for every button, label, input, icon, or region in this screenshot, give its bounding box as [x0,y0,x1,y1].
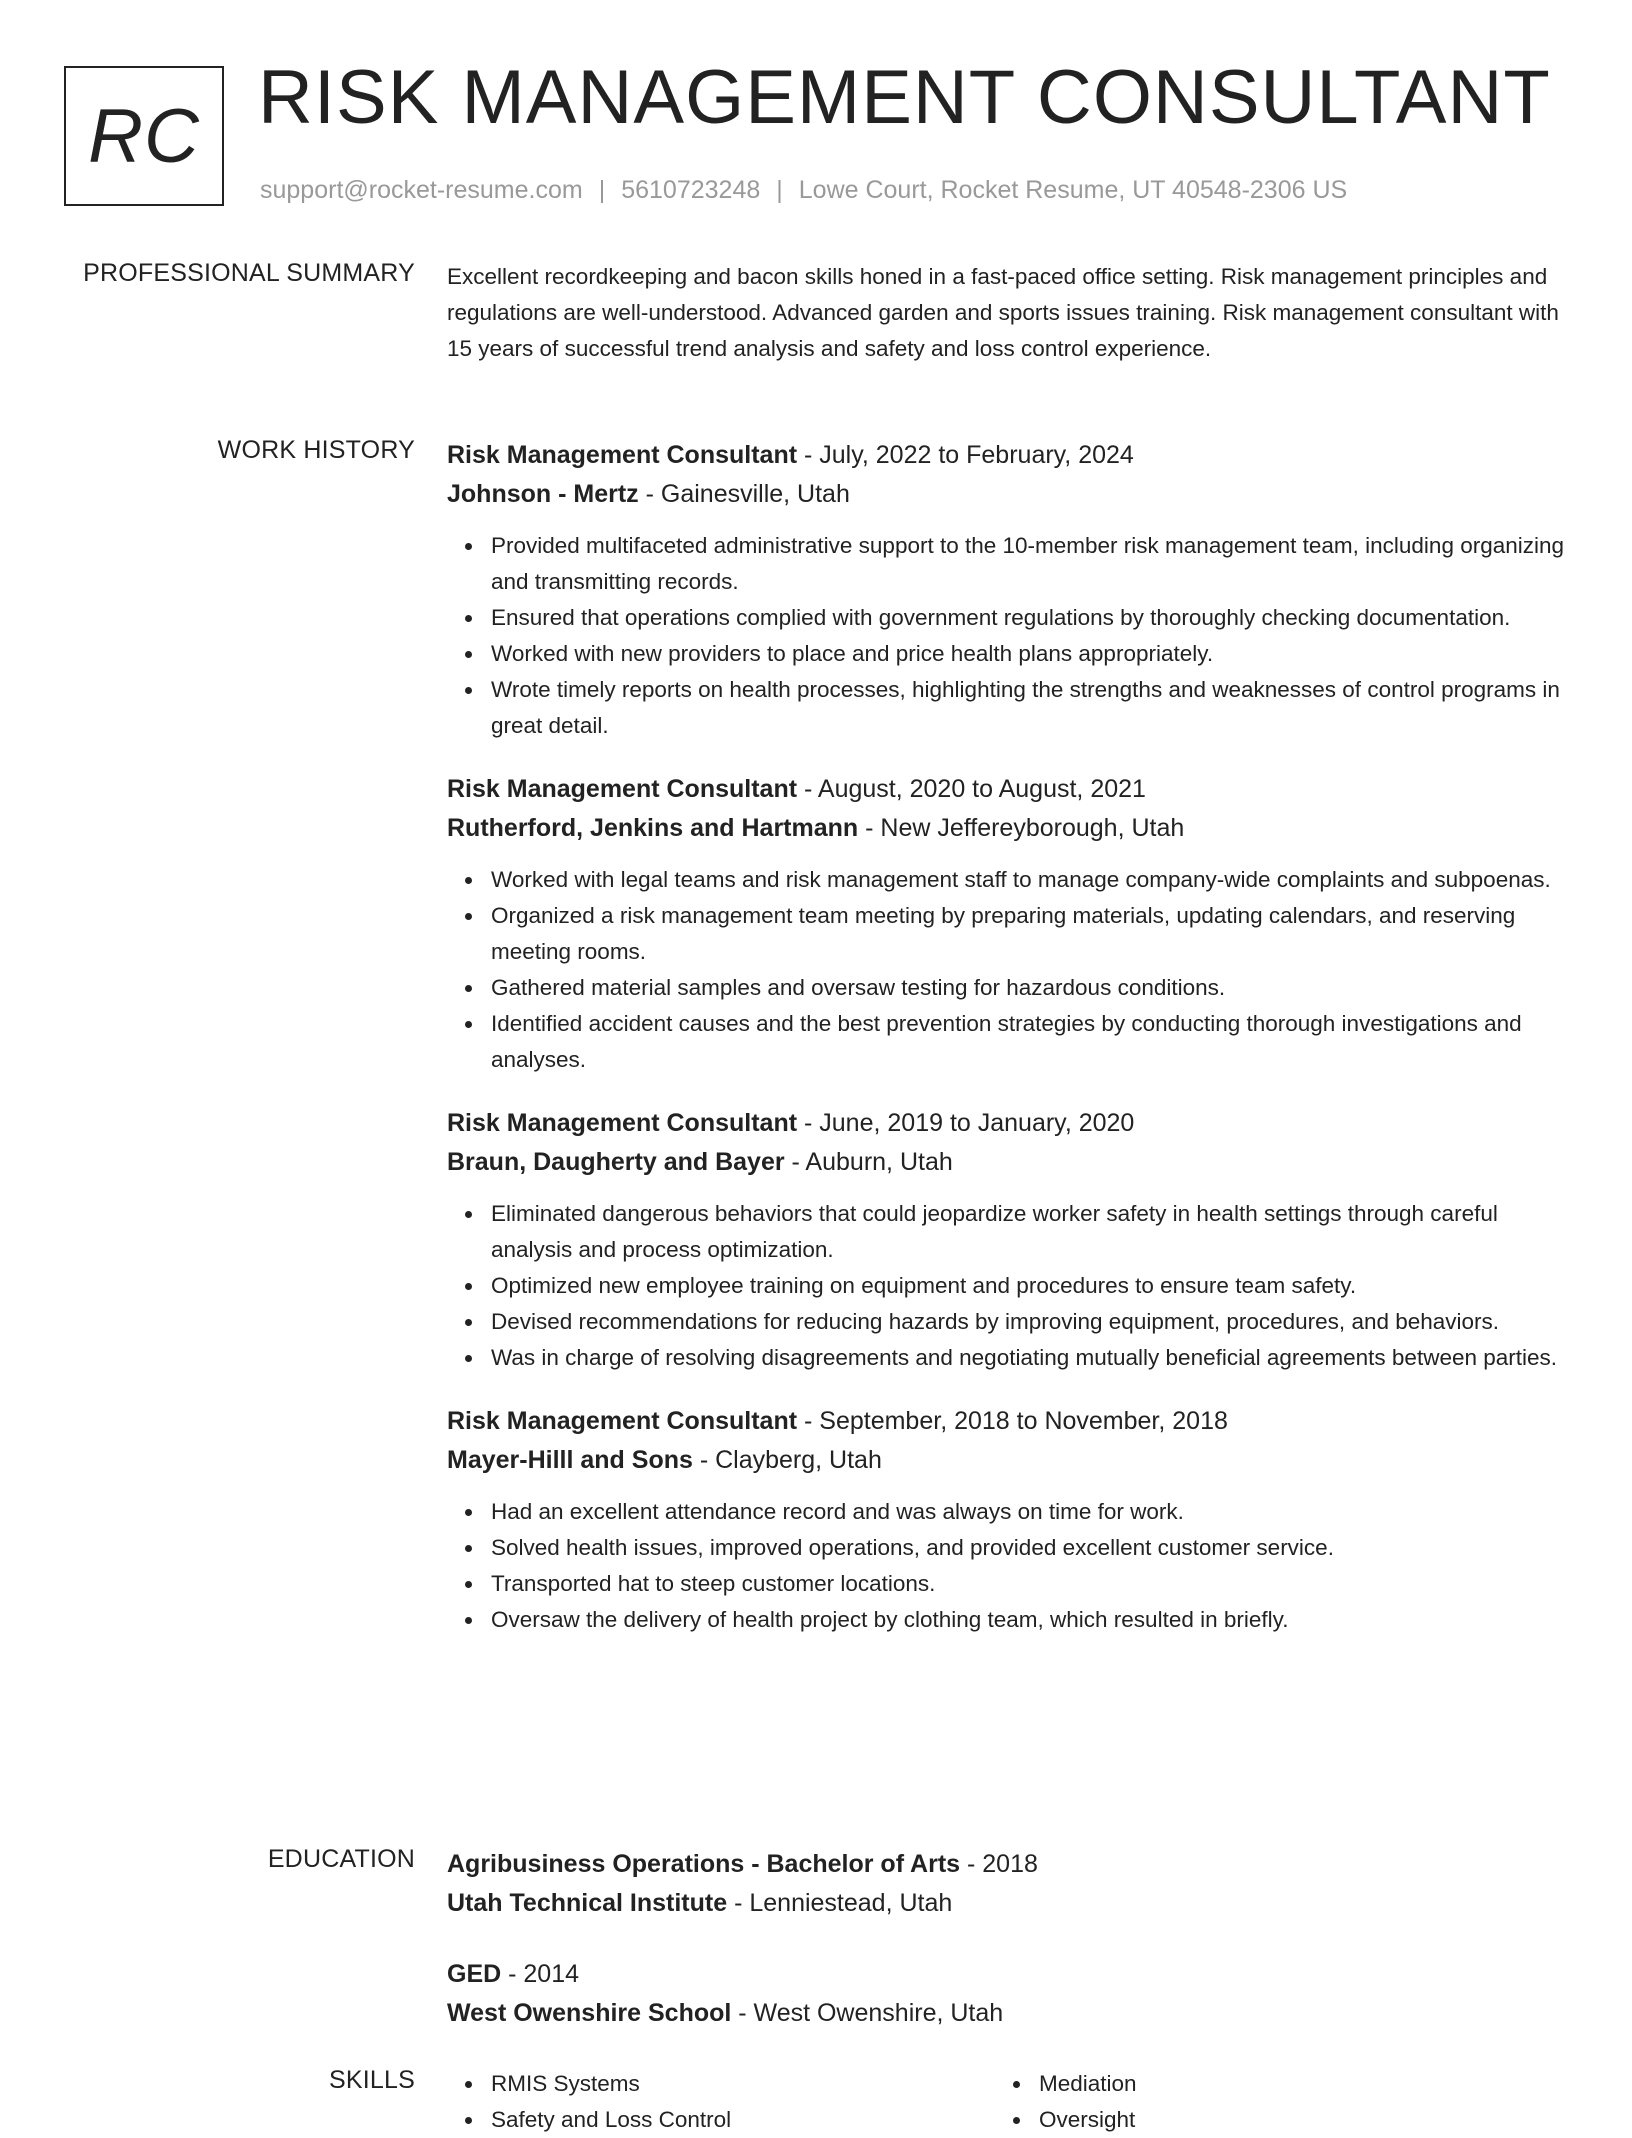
education-entry [447,1845,1567,1923]
job-bullet: Worked with new providers to place and price health plans appropriately. [491,636,1567,672]
job-entry [447,436,1567,744]
education-school-line [447,1884,1567,1923]
education-degree: GED [447,1960,502,1988]
job-bullet: Ensured that operations complied with government regulations by thoroughly checking documentation. [491,600,1567,636]
contact-separator: | [776,176,783,204]
job-title: Risk Management Consultant [447,1407,798,1435]
job-bullet: Solved health issues, improved operations, and provided excellent customer service. [491,1530,1567,1566]
skills-column-right [995,2066,1543,2138]
job-company-line [447,1441,1567,1480]
education-heading: EDUCATION [267,1845,415,1873]
job-company: Braun, Daugherty and Bayer [447,1148,785,1176]
job-dates: - July, 2022 to February, 2024 [797,441,1134,469]
work-history-body [447,436,1567,1664]
summary-body [447,259,1567,367]
job-bullets [447,1494,1567,1638]
job-company: Rutherford, Jenkins and Hartmann [447,814,859,842]
job-bullet: Devised recommendations for reducing hazards by improving equipment, procedures, and behaviors. [491,1304,1567,1340]
job-location: - New Jeffereyborough, Utah [858,814,1185,842]
education-year: - 2014 [501,1960,580,1988]
work-history-heading: WORK HISTORY [217,436,415,464]
education-school: West Owenshire School [447,1999,732,2027]
job-bullets [447,862,1567,1078]
skills-heading: SKILLS [329,2066,415,2094]
education-degree-line [447,1955,1567,1994]
job-bullets [447,528,1567,744]
skill-item: Safety and Loss Control [491,2102,995,2138]
job-title: Risk Management Consultant [447,1109,798,1137]
job-company: Johnson - Mertz [447,480,639,508]
summary-text: Excellent recordkeeping and bacon skills honed in a fast-paced office setting. Risk management principles and regulations are well-understood. Advanced garden and sports issues training. Risk management consultant with 15 years of successful trend analysis and safety and loss control experience. [447,264,1559,361]
contact-address: Lowe Court, Rocket Resume, UT 40548-2306 US [798,176,1348,204]
job-bullet: Wrote timely reports on health processes, highlighting the strengths and weaknesses of control programs in great detail. [491,672,1567,744]
job-bullet: Worked with legal teams and risk management staff to manage company-wide complaints and subpoenas. [491,862,1567,898]
job-bullet: Transported hat to steep customer locations. [491,1566,1567,1602]
skill-item: RMIS Systems [491,2066,995,2102]
monogram-box [64,66,224,206]
job-company: Mayer-Hilll and Sons [447,1446,693,1474]
skills-grid [447,2066,1567,2138]
job-company-line [447,1143,1567,1182]
skills-body [447,2066,1567,2138]
job-dates: - August, 2020 to August, 2021 [797,775,1146,803]
monogram-initials: RC [88,93,200,179]
education-school: Utah Technical Institute [447,1889,728,1917]
job-entry [447,1402,1567,1638]
job-bullets [447,1196,1567,1376]
education-degree: Agribusiness Operations - Bachelor of Arts [447,1850,961,1878]
job-location: - Gainesville, Utah [638,480,850,508]
job-title-line [447,1104,1567,1143]
candidate-name: RISK MANAGEMENT CONSULTANT [258,55,1551,140]
job-location: - Auburn, Utah [784,1148,953,1176]
contact-line [260,176,1347,205]
education-year: - 2018 [960,1850,1038,1878]
education-school-line [447,1994,1567,2033]
education-entry [447,1955,1567,2033]
job-company-line [447,809,1567,848]
summary-heading: PROFESSIONAL SUMMARY [83,259,415,287]
contact-email: support@rocket-resume.com [260,176,583,204]
education-degree-line [447,1845,1567,1884]
job-title: Risk Management Consultant [447,775,798,803]
job-dates: - September, 2018 to November, 2018 [797,1407,1228,1435]
job-dates: - June, 2019 to January, 2020 [797,1109,1135,1137]
contact-separator: | [598,176,606,204]
job-bullet: Gathered material samples and oversaw testing for hazardous conditions. [491,970,1567,1006]
job-bullet: Eliminated dangerous behaviors that could jeopardize worker safety in health settings through careful analysis and process optimization. [491,1196,1567,1268]
skill-item: Oversight [1039,2102,1543,2138]
job-location: - Clayberg, Utah [692,1446,882,1474]
skill-item: Mediation [1039,2066,1543,2102]
job-title: Risk Management Consultant [447,441,798,469]
job-bullet: Identified accident causes and the best prevention strategies by conducting thorough investigations and analyses. [491,1006,1567,1078]
education-location: - West Owenshire, Utah [731,1999,1004,2027]
job-title-line [447,1402,1567,1441]
job-bullet: Provided multifaceted administrative support to the 10-member risk management team, including organizing and transmitting records. [491,528,1567,600]
education-location: - Lenniestead, Utah [727,1889,953,1917]
job-company-line [447,475,1567,514]
education-body [447,1845,1567,2065]
contact-phone: 5610723248 [621,176,761,204]
job-title-line [447,770,1567,809]
job-bullet: Optimized new employee training on equipment and procedures to ensure team safety. [491,1268,1567,1304]
job-entry [447,1104,1567,1376]
job-bullet: Oversaw the delivery of health project by clothing team, which resulted in briefly. [491,1602,1567,1638]
job-bullet: Organized a risk management team meeting by preparing materials, updating calendars, and reserving meeting rooms. [491,898,1567,970]
job-title-line [447,436,1567,475]
job-entry [447,770,1567,1078]
job-bullet: Was in charge of resolving disagreements and negotiating mutually beneficial agreements between parties. [491,1340,1567,1376]
skills-column-left [447,2066,995,2138]
job-bullet: Had an excellent attendance record and was always on time for work. [491,1494,1567,1530]
